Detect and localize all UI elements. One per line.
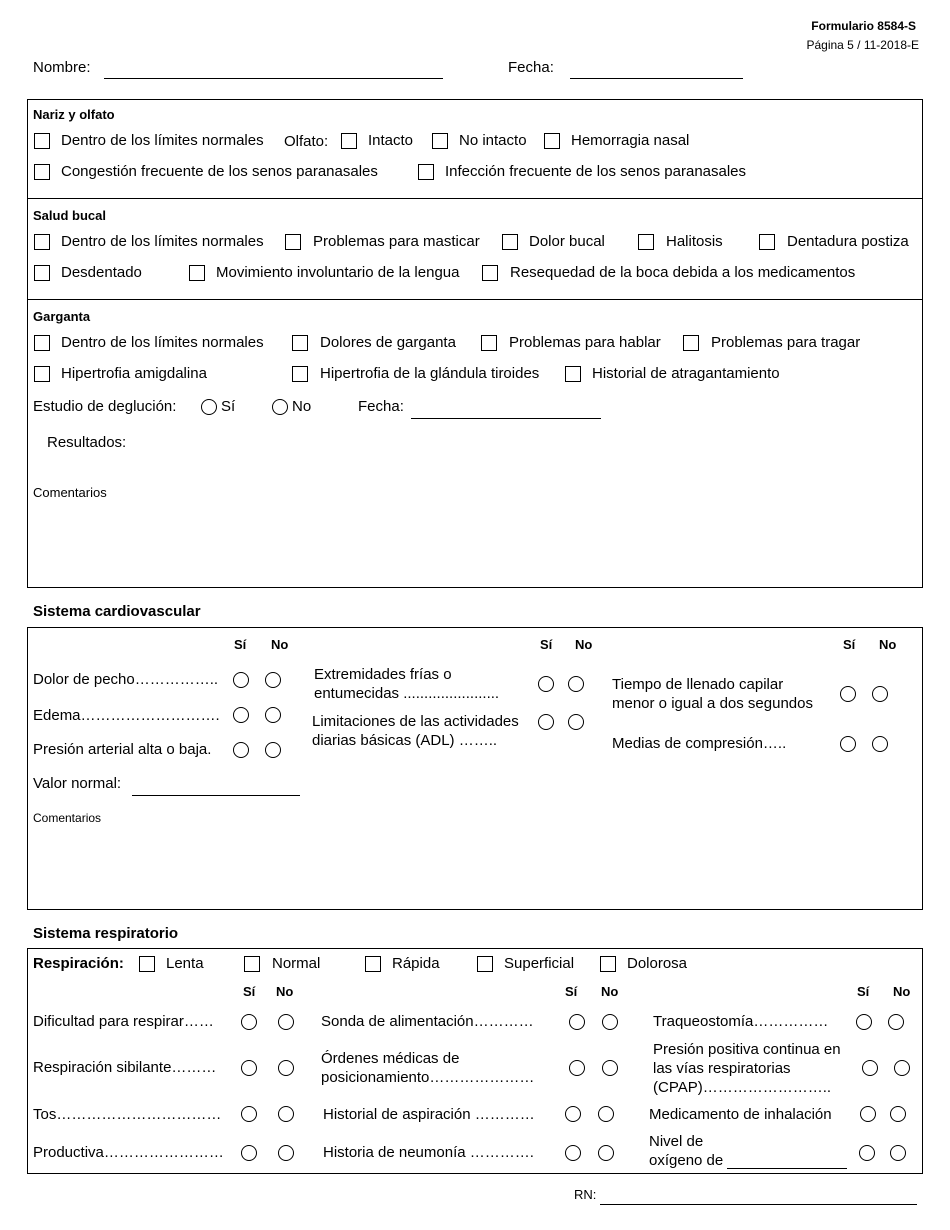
ordenes-label-1: Órdenes médicas de	[321, 1050, 460, 1067]
name-field[interactable]	[104, 78, 443, 79]
tragar-checkbox[interactable]	[683, 335, 699, 351]
cpap-label-1: Presión positiva continua en	[653, 1041, 841, 1058]
infeccion-label: Infección frecuente de los senos paranasales	[445, 163, 747, 180]
presion-no-radio[interactable]	[265, 742, 281, 758]
limitaciones-si-radio[interactable]	[538, 714, 554, 730]
tos-label: Tos……………………………	[33, 1106, 222, 1123]
resp-si-header: Sí	[565, 984, 578, 999]
comentarios-label: Comentarios	[33, 485, 107, 500]
leader-dots: .	[207, 741, 212, 758]
cpap-no-radio[interactable]	[894, 1060, 910, 1076]
congestion-checkbox[interactable]	[34, 164, 50, 180]
extremidades-label-1: Extremidades frías o	[314, 666, 452, 683]
halitosis-label: Halitosis	[666, 233, 723, 250]
dificultad-si-radio[interactable]	[241, 1014, 257, 1030]
extremidades-si-radio[interactable]	[538, 676, 554, 692]
nose-normal-checkbox[interactable]	[34, 133, 50, 149]
ordenes-no-radio[interactable]	[602, 1060, 618, 1076]
resultados-label: Resultados:	[47, 434, 127, 451]
extremidades-label-2: entumecidas .......................	[314, 685, 500, 702]
hemorragia-checkbox[interactable]	[544, 133, 560, 149]
resequedad-label: Resequedad de la boca debida a los medicamentos	[510, 264, 856, 281]
nivel-si-radio[interactable]	[859, 1145, 875, 1161]
cardio-no-header: No	[879, 637, 897, 652]
resp-no-header: No	[276, 984, 294, 999]
header-date-label: Fecha:	[508, 59, 554, 76]
hemorragia-label: Hemorragia nasal	[571, 132, 690, 149]
dolorosa-label: Dolorosa	[627, 955, 688, 972]
aspiracion-si-radio[interactable]	[565, 1106, 581, 1122]
amigdalina-label: Hipertrofia amigdalina	[61, 365, 207, 382]
dentadura-label: Dentadura postiza	[787, 233, 909, 250]
congestion-label: Congestión frecuente de los senos paranasales	[61, 163, 378, 180]
intacto-checkbox[interactable]	[341, 133, 357, 149]
neumonia-label: Historia de neumonía ………….	[323, 1144, 534, 1161]
tos-no-radio[interactable]	[278, 1106, 294, 1122]
tiroides-checkbox[interactable]	[292, 366, 308, 382]
presion-si-radio[interactable]	[233, 742, 249, 758]
presion-label: Presión arterial alta o baja	[33, 741, 208, 758]
throat-normal-label: Dentro de los límites normales	[61, 334, 264, 351]
leader-dots: ……………………….	[80, 707, 220, 724]
cpap-label-3: (CPAP)……………………..	[653, 1079, 832, 1096]
inhalacion-si-radio[interactable]	[860, 1106, 876, 1122]
masticar-label: Problemas para masticar	[313, 233, 480, 250]
name-label: Nombre:	[33, 59, 91, 76]
rapida-checkbox[interactable]	[365, 956, 381, 972]
aspiracion-label: Historial de aspiración …………	[323, 1106, 535, 1123]
rn-signature-field[interactable]	[600, 1204, 917, 1205]
limitaciones-label-1: Limitaciones de las actividades	[312, 713, 519, 730]
edema-si-radio[interactable]	[233, 707, 249, 723]
lengua-label: Movimiento involuntario de la lengua	[216, 264, 460, 281]
nivel-oxigeno-field[interactable]	[727, 1168, 847, 1169]
rapida-label: Rápida	[392, 955, 440, 972]
cardio-no-header: No	[575, 637, 593, 652]
dificultad-label: Dificultad para respirar……	[33, 1013, 214, 1030]
llenado-label-2: menor o igual a dos segundos	[612, 695, 813, 712]
productiva-no-radio[interactable]	[278, 1145, 294, 1161]
dolor-bucal-checkbox[interactable]	[502, 234, 518, 250]
atragantamiento-checkbox[interactable]	[565, 366, 581, 382]
dolores-garganta-label: Dolores de garganta	[320, 334, 456, 351]
llenado-si-radio[interactable]	[840, 686, 856, 702]
deglucion-fecha-field[interactable]	[411, 418, 601, 419]
sonda-si-radio[interactable]	[569, 1014, 585, 1030]
cardio-comentarios-label: Comentarios	[33, 811, 102, 825]
oral-section-title: Salud bucal	[33, 208, 106, 223]
respiracion-label: Respiración:	[33, 955, 124, 972]
sibilante-si-radio[interactable]	[241, 1060, 257, 1076]
valor-normal-field[interactable]	[132, 795, 300, 796]
neumonia-si-radio[interactable]	[565, 1145, 581, 1161]
medias-si-radio[interactable]	[840, 736, 856, 752]
resp-si-header: Sí	[243, 984, 256, 999]
normal-label: Normal	[272, 955, 321, 972]
lenta-label: Lenta	[166, 955, 204, 972]
edema-label: Edema	[33, 707, 81, 724]
deglucion-no-radio[interactable]	[272, 399, 288, 415]
nose-normal-label: Dentro de los límites normales	[61, 132, 264, 149]
medias-label: Medias de compresión…..	[612, 735, 787, 752]
dolores-garganta-checkbox[interactable]	[292, 335, 308, 351]
olfato-label: Olfato:	[284, 133, 329, 150]
deglucion-si-label: Sí	[221, 398, 236, 415]
medias-no-radio[interactable]	[872, 736, 888, 752]
productiva-label: Productiva……………………	[33, 1144, 224, 1161]
lenta-checkbox[interactable]	[139, 956, 155, 972]
ordenes-label-2: posicionamiento…………………	[321, 1069, 535, 1086]
deglucion-si-radio[interactable]	[201, 399, 217, 415]
tos-si-radio[interactable]	[241, 1106, 257, 1122]
llenado-label-1: Tiempo de llenado capilar	[612, 676, 784, 693]
inhalacion-label: Medicamento de inhalación	[649, 1106, 832, 1123]
nivel-label-2: oxígeno de	[649, 1152, 724, 1169]
masticar-checkbox[interactable]	[285, 234, 301, 250]
inhalacion-no-radio[interactable]	[890, 1106, 906, 1122]
oral-normal-checkbox[interactable]	[34, 234, 50, 250]
resp-section-title: Sistema respiratorio	[33, 925, 179, 942]
form-number: Formulario 8584-S	[811, 19, 916, 33]
dentadura-checkbox[interactable]	[759, 234, 775, 250]
neumonia-no-radio[interactable]	[598, 1145, 614, 1161]
productiva-si-radio[interactable]	[241, 1145, 257, 1161]
edema-no-radio[interactable]	[265, 707, 281, 723]
superficial-label: Superficial	[504, 955, 575, 972]
hablar-checkbox[interactable]	[481, 335, 497, 351]
divider	[27, 299, 923, 300]
limitaciones-no-radio[interactable]	[568, 714, 584, 730]
leader-dots: ……………..	[134, 671, 219, 688]
resp-si-header: Sí	[857, 984, 870, 999]
intacto-label: Intacto	[368, 132, 414, 149]
deglucion-no-label: No	[292, 398, 312, 415]
divider	[27, 198, 923, 199]
cpap-label-2: las vías respiratorias	[653, 1060, 791, 1077]
sibilante-label: Respiración sibilante………	[33, 1059, 217, 1076]
ordenes-si-radio[interactable]	[569, 1060, 585, 1076]
dolor-bucal-label: Dolor bucal	[529, 233, 605, 250]
limitaciones-label-2: diarias básicas (ADL) ……..	[312, 732, 498, 749]
desdentado-label: Desdentado	[61, 264, 142, 281]
throat-section-title: Garganta	[33, 309, 91, 324]
dolor-pecho-si-radio[interactable]	[233, 672, 249, 688]
oral-normal-label: Dentro de los límites normales	[61, 233, 264, 250]
infeccion-checkbox[interactable]	[418, 164, 434, 180]
tiroides-label: Hipertrofia de la glándula tiroides	[320, 365, 540, 382]
sibilante-no-radio[interactable]	[278, 1060, 294, 1076]
traqueostomia-label: Traqueostomía……………	[653, 1013, 829, 1030]
aspiracion-no-radio[interactable]	[598, 1106, 614, 1122]
throat-normal-checkbox[interactable]	[34, 335, 50, 351]
resp-no-header: No	[893, 984, 911, 999]
traqueostomia-no-radio[interactable]	[888, 1014, 904, 1030]
atragantamiento-label: Historial de atragantamiento	[592, 365, 780, 382]
valor-normal-label: Valor normal:	[33, 775, 122, 792]
no-intacto-checkbox[interactable]	[432, 133, 448, 149]
dificultad-no-radio[interactable]	[278, 1014, 294, 1030]
hablar-label: Problemas para hablar	[509, 334, 661, 351]
cardio-si-header: Sí	[540, 637, 553, 652]
nivel-label-1: Nivel de	[649, 1133, 704, 1150]
page-info: Página 5 / 11-2018-E	[806, 38, 919, 52]
superficial-checkbox[interactable]	[477, 956, 493, 972]
cardio-section-title: Sistema cardiovascular	[33, 603, 201, 620]
rn-label: RN:	[574, 1187, 597, 1202]
sonda-label: Sonda de alimentación…………	[321, 1013, 534, 1030]
cardio-si-header: Sí	[234, 637, 247, 652]
no-intacto-label: No intacto	[459, 132, 527, 149]
desdentado-checkbox[interactable]	[34, 265, 50, 281]
normal-checkbox[interactable]	[244, 956, 260, 972]
halitosis-checkbox[interactable]	[638, 234, 654, 250]
extremidades-no-radio[interactable]	[568, 676, 584, 692]
dolor-pecho-label: Dolor de pecho	[33, 671, 135, 688]
resp-no-header: No	[601, 984, 619, 999]
cardio-si-header: Sí	[843, 637, 856, 652]
sonda-no-radio[interactable]	[602, 1014, 618, 1030]
nose-section-title: Nariz y olfato	[33, 107, 115, 122]
header-date-field[interactable]	[570, 78, 743, 79]
resequedad-checkbox[interactable]	[482, 265, 498, 281]
nivel-no-radio[interactable]	[890, 1145, 906, 1161]
amigdalina-checkbox[interactable]	[34, 366, 50, 382]
llenado-no-radio[interactable]	[872, 686, 888, 702]
traqueostomia-si-radio[interactable]	[856, 1014, 872, 1030]
cardio-no-header: No	[271, 637, 289, 652]
cpap-si-radio[interactable]	[862, 1060, 878, 1076]
deglucion-label: Estudio de deglución:	[33, 398, 177, 415]
lengua-checkbox[interactable]	[189, 265, 205, 281]
deglucion-fecha-label: Fecha:	[358, 398, 404, 415]
tragar-label: Problemas para tragar	[711, 334, 861, 351]
dolorosa-checkbox[interactable]	[600, 956, 616, 972]
dolor-pecho-no-radio[interactable]	[265, 672, 281, 688]
